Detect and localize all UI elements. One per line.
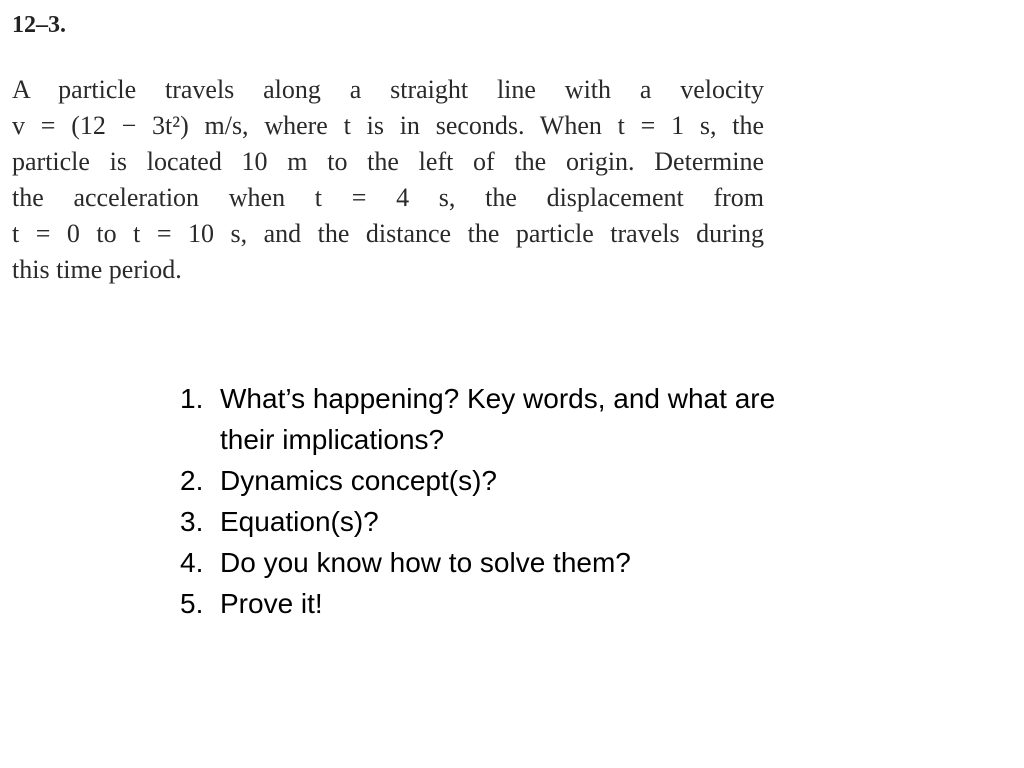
list-item	[180, 460, 800, 501]
problem-line: this time period.	[12, 255, 182, 284]
list-item-text: Prove it!	[220, 588, 323, 619]
list-item	[180, 501, 800, 542]
list-item-text: Equation(s)?	[220, 506, 379, 537]
problem-line: v = (12 − 3t²) m/s, where t is in seconds. When t = 1 s, the	[12, 111, 764, 140]
problem-line: the acceleration when t = 4 s, the displacement from	[12, 183, 764, 212]
list-item	[180, 583, 800, 624]
list-item-number: 3.	[180, 506, 204, 537]
question-list	[180, 378, 800, 624]
problem-number: 12–3.	[12, 12, 66, 38]
list-item-text: Do you know how to solve them?	[220, 547, 631, 578]
list-item-number: 5.	[180, 588, 204, 619]
problem-line: particle is located 10 m to the left of the origin. Determine	[12, 147, 764, 176]
list-item	[180, 542, 800, 583]
list-item-text: Dynamics concept(s)?	[220, 465, 497, 496]
list-item	[180, 378, 800, 460]
problem-line: t = 0 to t = 10 s, and the distance the particle travels during	[12, 219, 764, 248]
list-item-number: 4.	[180, 547, 204, 578]
list-item-number: 1.	[180, 383, 204, 414]
list-item-text: What’s happening? Key words, and what are their implications?	[220, 383, 776, 455]
problem-statement	[12, 72, 764, 288]
problem-line: A particle travels along a straight line with a velocity	[12, 75, 764, 104]
list-item-number: 2.	[180, 465, 204, 496]
